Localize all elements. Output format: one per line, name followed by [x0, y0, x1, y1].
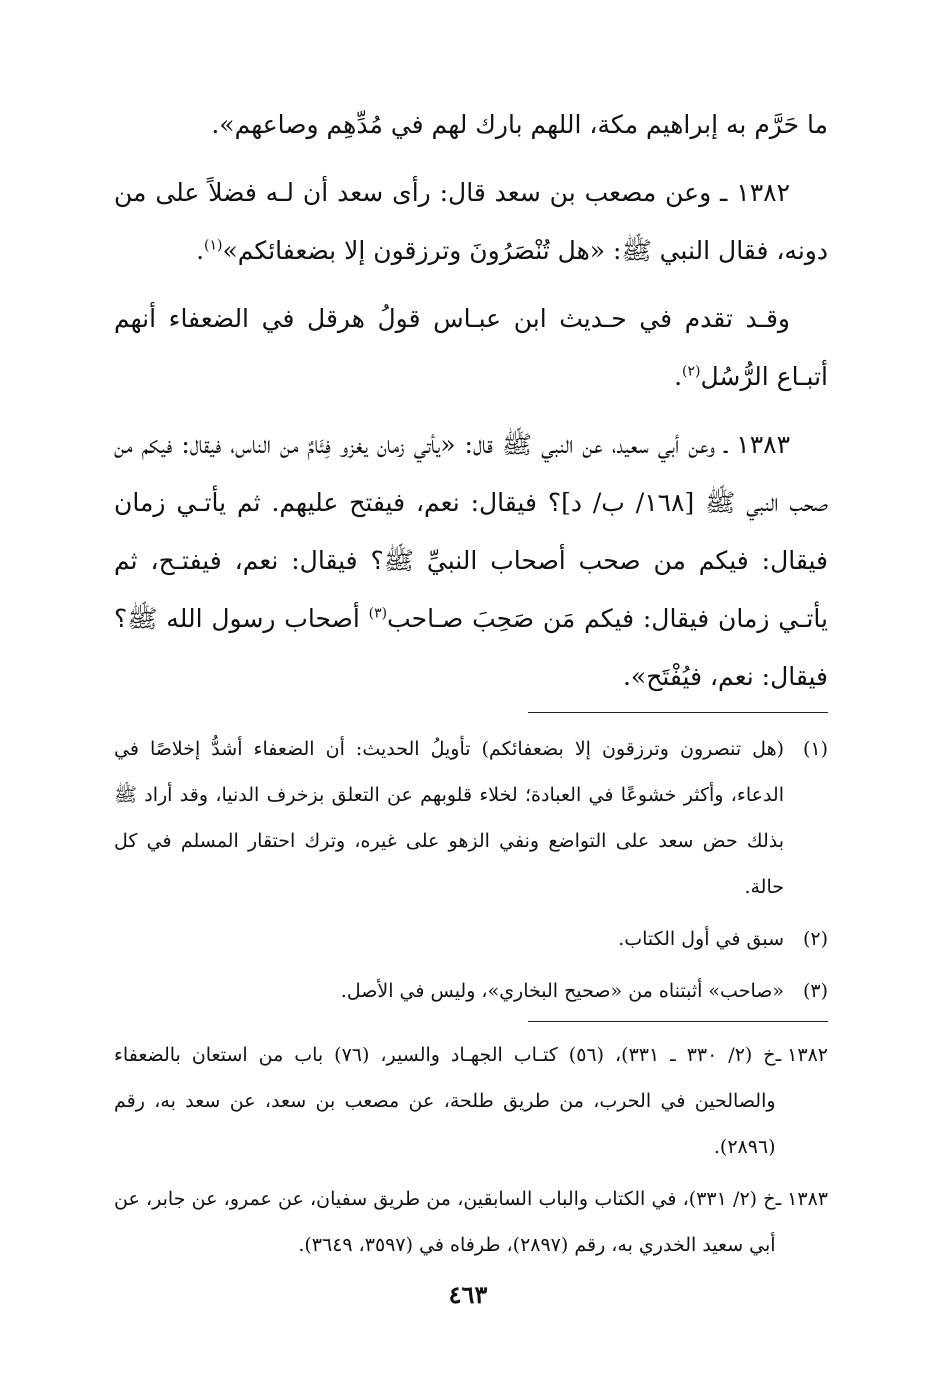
- source-references: [114, 1032, 828, 1274]
- footnote-number: (١): [802, 738, 828, 760]
- page-number: ٤٦٣: [448, 1280, 488, 1309]
- paragraph-hadith-1382: [114, 164, 828, 280]
- paragraph-heraclius-note: [114, 290, 828, 406]
- paragraph-text: ١٣٨٢ ـ وعن مصعب بن سعد قال: رأى سعد أن لـه فضلاً على من دونه، فقال النبي ﷺ: «هل تُنْصَرُونَ وترزقون إلا بضعفائكم»: [114, 178, 828, 265]
- footnote-text: «صاحب» أثبتناه من «صحيح البخاري»، وليس في الأصل.: [340, 980, 784, 1002]
- source-text: خ (٢/ ٣٣٠ ـ ٣٣١)، (٥٦) كتـاب الجهـاد والسير، (٧٦) باب من استعان بالضعفاء والصالحين في الحرب، من طريق طلحة، عن مصعب بن سعد، عن سعد به، رقم (٢٨٩٦).: [114, 1044, 776, 1158]
- paragraph-ending: .: [674, 362, 683, 391]
- footnote-marker: (١): [204, 237, 223, 254]
- footnote-marker: (٣): [368, 605, 388, 622]
- source-text: خ (٢/ ٣٣١)، في الكتاب والباب السابقين، من طريق سفيان، عن عمرو، عن جابر، عن أبي سعيد الخدري به، رقم (٢٨٩٧)، طرفاه في (٣٥٩٧، ٣٦٤٩).: [114, 1188, 776, 1256]
- paragraph-continuation: [114, 96, 828, 154]
- main-text: [114, 96, 828, 716]
- paragraph-text: ١٣٨٣ ـ وعن أبي سعيد، عن النبي ﷺ قال: «يأتي زمان يغزو فِئَامٌ من الناس، فيقال: فيكم من صحب النبي ﷺ [١٦٨/ ب/ د]؟ فيقال: نعم، فيفتح عليهم. ثم يأتـي زمان فيقال: فيكم من صحب أصحاب النبيِّ ﷺ؟ فيقال: نعم، فيفتـح، ثم يأتـي زمان فيقال: فيكم مَن صَحِبَ صـاحب: [114, 430, 829, 633]
- footnote-number: (٣): [802, 980, 828, 1002]
- paragraph-text: ما حَرَّم به إبراهيم مكة، اللهم بارك لهم في مُدِّهِم وصاعهم».: [211, 110, 828, 139]
- paragraph-hadith-1383: [114, 416, 828, 706]
- paragraph-text: وقـد تقدم في حـديث ابن عبـاس قولُ هرقل في الضعفاء أنهم أتبـاع الرُّسُل: [114, 304, 828, 391]
- footnote: [114, 968, 828, 1014]
- footnote: [114, 726, 828, 910]
- source-hadith-number: ١٣٨٢ ـ: [775, 1044, 828, 1066]
- footnote-divider: [528, 712, 828, 713]
- footnotes: [114, 726, 828, 1020]
- source-hadith-number: ١٣٨٣ ـ: [775, 1188, 828, 1210]
- paragraph-text: أصحاب رسول الله ﷺ؟ فيقال: نعم، فيُفْتَح».: [114, 604, 828, 691]
- footnote-text: (هل تنصرون وترزقون إلا بضعفائكم) تأويلُ الحديث: أن الضعفاء أشدُّ إخلاصًا في الدعاء، وأكثر خشوعًا في العبادة؛ لخلاء قلوبهم عن التعلق بزخرف الدنيا، وقد أراد ﷺ بذلك حض سعد على التواضع ونفي الزهو على غيره، وترك احتقار المسلم في كل حالة.: [114, 738, 784, 898]
- footnote-text: سبق في أول الكتاب.: [618, 928, 784, 950]
- sources-divider: [528, 1021, 828, 1022]
- footnote-number: (٢): [802, 928, 828, 950]
- source-reference: [114, 1176, 828, 1268]
- footnote: [114, 916, 828, 962]
- source-reference: [114, 1032, 828, 1170]
- footnote-marker: (٢): [682, 363, 701, 380]
- paragraph-ending: .: [196, 236, 205, 265]
